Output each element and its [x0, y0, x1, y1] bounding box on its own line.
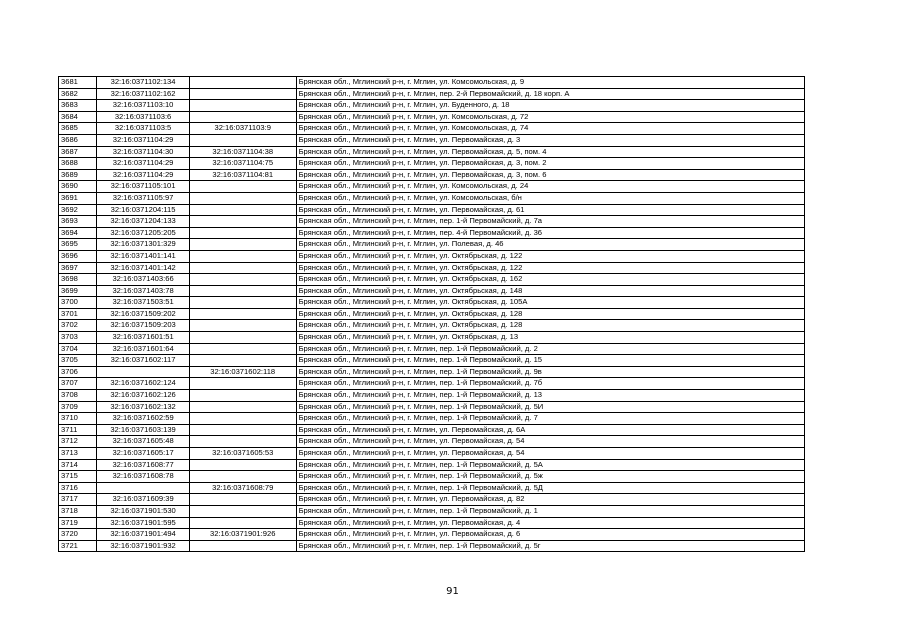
- cadastral-number-cell: 32:16:0371605:17: [97, 448, 190, 460]
- row-number-cell: 3696: [59, 250, 97, 262]
- table-row: [59, 343, 805, 355]
- row-number-cell: 3700: [59, 297, 97, 309]
- table-row: [59, 355, 805, 367]
- address-cell: Брянская обл., Мглинский р-н, г. Мглин, ул. Полевая, д. 46: [296, 239, 804, 251]
- cadastral-number-cell: 32:16:0371601:51: [97, 332, 190, 344]
- row-number-cell: 3688: [59, 158, 97, 170]
- related-cadastral-cell: [189, 390, 296, 402]
- address-cell: Брянская обл., Мглинский р-н, г. Мглин, пер. 1-й Первомайский, д. 7: [296, 413, 804, 425]
- row-number-cell: 3684: [59, 111, 97, 123]
- cadastral-number-cell: 32:16:0371205:205: [97, 227, 190, 239]
- related-cadastral-cell: [189, 100, 296, 112]
- cadastral-number-cell: 32:16:0371204:133: [97, 216, 190, 228]
- related-cadastral-cell: [189, 227, 296, 239]
- row-number-cell: 3721: [59, 540, 97, 552]
- table-row: [59, 88, 805, 100]
- related-cadastral-cell: [189, 308, 296, 320]
- address-cell: Брянская обл., Мглинский р-н, г. Мглин, пер. 1-й Первомайский, д. 5Д: [296, 482, 804, 494]
- row-number-cell: 3693: [59, 216, 97, 228]
- row-number-cell: 3704: [59, 343, 97, 355]
- row-number-cell: 3686: [59, 134, 97, 146]
- row-number-cell: 3719: [59, 517, 97, 529]
- cadastral-number-cell: 32:16:0371403:78: [97, 285, 190, 297]
- cadastral-number-cell: 32:16:0371601:64: [97, 343, 190, 355]
- related-cadastral-cell: [189, 505, 296, 517]
- cadastral-number-cell: 32:16:0371401:141: [97, 250, 190, 262]
- table-row: [59, 424, 805, 436]
- table-row: [59, 169, 805, 181]
- registry-table-body: [59, 77, 805, 552]
- row-number-cell: 3683: [59, 100, 97, 112]
- related-cadastral-cell: 32:16:0371605:53: [189, 448, 296, 460]
- address-cell: Брянская обл., Мглинский р-н, г. Мглин, ул. Октябрьская, д. 122: [296, 262, 804, 274]
- address-cell: Брянская обл., Мглинский р-н, г. Мглин, ул. Первомайская, д. 6А: [296, 424, 804, 436]
- related-cadastral-cell: 32:16:0371104:75: [189, 158, 296, 170]
- related-cadastral-cell: [189, 77, 296, 89]
- related-cadastral-cell: 32:16:0371104:38: [189, 146, 296, 158]
- row-number-cell: 3710: [59, 413, 97, 425]
- row-number-cell: 3695: [59, 239, 97, 251]
- related-cadastral-cell: [189, 413, 296, 425]
- table-row: [59, 505, 805, 517]
- address-cell: Брянская обл., Мглинский р-н, г. Мглин, пер. 1-й Первомайский, д. 2: [296, 343, 804, 355]
- related-cadastral-cell: [189, 436, 296, 448]
- row-number-cell: 3690: [59, 181, 97, 193]
- table-row: [59, 239, 805, 251]
- address-cell: Брянская обл., Мглинский р-н, г. Мглин, пер. 1-й Первомайский, д. 5г: [296, 540, 804, 552]
- address-cell: Брянская обл., Мглинский р-н, г. Мглин, пер. 1-й Первомайский, д. 9в: [296, 366, 804, 378]
- cadastral-number-cell: 32:16:0371403:66: [97, 274, 190, 286]
- row-number-cell: 3712: [59, 436, 97, 448]
- cadastral-number-cell: 32:16:0371104:29: [97, 169, 190, 181]
- table-row: [59, 134, 805, 146]
- table-row: [59, 448, 805, 460]
- cadastral-number-cell: 32:16:0371602:117: [97, 355, 190, 367]
- related-cadastral-cell: [189, 424, 296, 436]
- cadastral-number-cell: 32:16:0371609:39: [97, 494, 190, 506]
- address-cell: Брянская обл., Мглинский р-н, г. Мглин, пер. 1-й Первомайский, д. 5ж: [296, 471, 804, 483]
- address-cell: Брянская обл., Мглинский р-н, г. Мглин, ул. Комсомольская, д. 72: [296, 111, 804, 123]
- cadastral-number-cell: 32:16:0371103:6: [97, 111, 190, 123]
- table-row: [59, 378, 805, 390]
- address-cell: Брянская обл., Мглинский р-н, г. Мглин, ул. Октябрьская, д. 128: [296, 308, 804, 320]
- address-cell: Брянская обл., Мглинский р-н, г. Мглин, ул. Комсомольская, д. 74: [296, 123, 804, 135]
- address-cell: Брянская обл., Мглинский р-н, г. Мглин, ул. Октябрьская, д. 13: [296, 332, 804, 344]
- address-cell: Брянская обл., Мглинский р-н, г. Мглин, ул. Первомайская, д. 82: [296, 494, 804, 506]
- row-number-cell: 3685: [59, 123, 97, 135]
- address-cell: Брянская обл., Мглинский р-н, г. Мглин, пер. 1-й Первомайский, д. 15: [296, 355, 804, 367]
- related-cadastral-cell: [189, 540, 296, 552]
- cadastral-number-cell: 32:16:0371901:530: [97, 505, 190, 517]
- address-cell: Брянская обл., Мглинский р-н, г. Мглин, ул. Октябрьская, д. 105А: [296, 297, 804, 309]
- row-number-cell: 3702: [59, 320, 97, 332]
- related-cadastral-cell: [189, 181, 296, 193]
- cadastral-number-cell: 32:16:0371104:30: [97, 146, 190, 158]
- cadastral-number-cell: 32:16:0371102:162: [97, 88, 190, 100]
- row-number-cell: 3687: [59, 146, 97, 158]
- related-cadastral-cell: [189, 134, 296, 146]
- table-row: [59, 192, 805, 204]
- row-number-cell: 3711: [59, 424, 97, 436]
- address-cell: Брянская обл., Мглинский р-н, г. Мглин, ул. Первомайская, д. 54: [296, 448, 804, 460]
- cadastral-number-cell: 32:16:0371104:29: [97, 134, 190, 146]
- cadastral-number-cell: 32:16:0371509:202: [97, 308, 190, 320]
- related-cadastral-cell: 32:16:0371104:81: [189, 169, 296, 181]
- row-number-cell: 3720: [59, 529, 97, 541]
- table-row: [59, 285, 805, 297]
- row-number-cell: 3701: [59, 308, 97, 320]
- row-number-cell: 3699: [59, 285, 97, 297]
- cadastral-number-cell: 32:16:0371602:59: [97, 413, 190, 425]
- table-row: [59, 204, 805, 216]
- address-cell: Брянская обл., Мглинский р-н, г. Мглин, ул. Комсомольская, д. 24: [296, 181, 804, 193]
- related-cadastral-cell: [189, 343, 296, 355]
- row-number-cell: 3682: [59, 88, 97, 100]
- table-row: [59, 216, 805, 228]
- cadastral-number-cell: 32:16:0371608:77: [97, 459, 190, 471]
- table-row: [59, 390, 805, 402]
- address-cell: Брянская обл., Мглинский р-н, г. Мглин, ул. Комсомольская, д. 9: [296, 77, 804, 89]
- related-cadastral-cell: [189, 192, 296, 204]
- row-number-cell: 3703: [59, 332, 97, 344]
- related-cadastral-cell: 32:16:0371901:926: [189, 529, 296, 541]
- address-cell: Брянская обл., Мглинский р-н, г. Мглин, ул. Первомайская, д. 3: [296, 134, 804, 146]
- related-cadastral-cell: [189, 459, 296, 471]
- address-cell: Брянская обл., Мглинский р-н, г. Мглин, ул. Первомайская, д. 61: [296, 204, 804, 216]
- registry-table: [58, 76, 805, 552]
- cadastral-number-cell: 32:16:0371105:97: [97, 192, 190, 204]
- cadastral-number-cell: 32:16:0371104:29: [97, 158, 190, 170]
- cadastral-number-cell: [97, 366, 190, 378]
- address-cell: Брянская обл., Мглинский р-н, г. Мглин, ул. Первомайская, д. 3, пом. 6: [296, 169, 804, 181]
- cadastral-number-cell: 32:16:0371605:48: [97, 436, 190, 448]
- table-row: [59, 158, 805, 170]
- table-row: [59, 262, 805, 274]
- row-number-cell: 3709: [59, 401, 97, 413]
- table-row: [59, 401, 805, 413]
- row-number-cell: 3705: [59, 355, 97, 367]
- address-cell: Брянская обл., Мглинский р-н, г. Мглин, ул. Первомайская, д. 4: [296, 517, 804, 529]
- row-number-cell: 3691: [59, 192, 97, 204]
- row-number-cell: 3698: [59, 274, 97, 286]
- address-cell: Брянская обл., Мглинский р-н, г. Мглин, пер. 1-й Первомайский, д. 1: [296, 505, 804, 517]
- table-row: [59, 181, 805, 193]
- cadastral-number-cell: 32:16:0371103:5: [97, 123, 190, 135]
- table-row: [59, 540, 805, 552]
- row-number-cell: 3713: [59, 448, 97, 460]
- related-cadastral-cell: [189, 320, 296, 332]
- table-row: [59, 274, 805, 286]
- row-number-cell: 3689: [59, 169, 97, 181]
- table-row: [59, 250, 805, 262]
- page-number: 91: [446, 586, 459, 597]
- cadastral-number-cell: 32:16:0371603:139: [97, 424, 190, 436]
- cadastral-number-cell: 32:16:0371401:142: [97, 262, 190, 274]
- address-cell: Брянская обл., Мглинский р-н, г. Мглин, пер. 1-й Первомайский, д. 7б: [296, 378, 804, 390]
- table-row: [59, 436, 805, 448]
- cadastral-number-cell: 32:16:0371608:78: [97, 471, 190, 483]
- row-number-cell: 3716: [59, 482, 97, 494]
- table-row: [59, 77, 805, 89]
- table-row: [59, 471, 805, 483]
- table-row: [59, 459, 805, 471]
- related-cadastral-cell: [189, 285, 296, 297]
- cadastral-number-cell: 32:16:0371901:595: [97, 517, 190, 529]
- row-number-cell: 3708: [59, 390, 97, 402]
- related-cadastral-cell: [189, 262, 296, 274]
- related-cadastral-cell: 32:16:0371602:118: [189, 366, 296, 378]
- cadastral-number-cell: 32:16:0371602:126: [97, 390, 190, 402]
- row-number-cell: 3706: [59, 366, 97, 378]
- address-cell: Брянская обл., Мглинский р-н, г. Мглин, ул. Комсомольская, б/н: [296, 192, 804, 204]
- cadastral-number-cell: 32:16:0371301:329: [97, 239, 190, 251]
- address-cell: Брянская обл., Мглинский р-н, г. Мглин, пер. 1-й Первомайский, д. 7а: [296, 216, 804, 228]
- table-row: [59, 308, 805, 320]
- related-cadastral-cell: [189, 88, 296, 100]
- related-cadastral-cell: [189, 111, 296, 123]
- cadastral-number-cell: 32:16:0371901:494: [97, 529, 190, 541]
- table-row: [59, 517, 805, 529]
- related-cadastral-cell: 32:16:0371103:9: [189, 123, 296, 135]
- table-row: [59, 332, 805, 344]
- address-cell: Брянская обл., Мглинский р-н, г. Мглин, пер. 2-й Первомайский, д. 18 корп. А: [296, 88, 804, 100]
- related-cadastral-cell: [189, 250, 296, 262]
- cadastral-number-cell: 32:16:0371503:51: [97, 297, 190, 309]
- row-number-cell: 3681: [59, 77, 97, 89]
- row-number-cell: 3715: [59, 471, 97, 483]
- address-cell: Брянская обл., Мглинский р-н, г. Мглин, пер. 4-й Первомайский, д. 36: [296, 227, 804, 239]
- table-row: [59, 100, 805, 112]
- address-cell: Брянская обл., Мглинский р-н, г. Мглин, пер. 1-й Первомайский, д. 5И: [296, 401, 804, 413]
- cadastral-number-cell: 32:16:0371102:134: [97, 77, 190, 89]
- related-cadastral-cell: [189, 355, 296, 367]
- cadastral-number-cell: 32:16:0371602:124: [97, 378, 190, 390]
- table-row: [59, 413, 805, 425]
- cadastral-number-cell: 32:16:0371103:10: [97, 100, 190, 112]
- address-cell: Брянская обл., Мглинский р-н, г. Мглин, ул. Первомайская, д. 5, пом. 4: [296, 146, 804, 158]
- address-cell: Брянская обл., Мглинский р-н, г. Мглин, ул. Октябрьская, д. 122: [296, 250, 804, 262]
- cadastral-number-cell: [97, 482, 190, 494]
- related-cadastral-cell: [189, 239, 296, 251]
- address-cell: Брянская обл., Мглинский р-н, г. Мглин, пер. 1-й Первомайский, д. 13: [296, 390, 804, 402]
- address-cell: Брянская обл., Мглинский р-н, г. Мглин, ул. Первомайская, д. 6: [296, 529, 804, 541]
- related-cadastral-cell: [189, 471, 296, 483]
- address-cell: Брянская обл., Мглинский р-н, г. Мглин, ул. Буденного, д. 18: [296, 100, 804, 112]
- cadastral-number-cell: 32:16:0371901:932: [97, 540, 190, 552]
- row-number-cell: 3694: [59, 227, 97, 239]
- address-cell: Брянская обл., Мглинский р-н, г. Мглин, ул. Октябрьская, д. 128: [296, 320, 804, 332]
- address-cell: Брянская обл., Мглинский р-н, г. Мглин, ул. Первомайская, д. 3, пом. 2: [296, 158, 804, 170]
- related-cadastral-cell: [189, 378, 296, 390]
- table-row: [59, 227, 805, 239]
- related-cadastral-cell: [189, 216, 296, 228]
- table-row: [59, 366, 805, 378]
- table-row: [59, 146, 805, 158]
- table-row: [59, 320, 805, 332]
- cadastral-number-cell: 32:16:0371105:101: [97, 181, 190, 193]
- related-cadastral-cell: 32:16:0371608:79: [189, 482, 296, 494]
- address-cell: Брянская обл., Мглинский р-н, г. Мглин, ул. Октябрьская, д. 148: [296, 285, 804, 297]
- related-cadastral-cell: [189, 332, 296, 344]
- cadastral-number-cell: 32:16:0371204:115: [97, 204, 190, 216]
- row-number-cell: 3718: [59, 505, 97, 517]
- table-row: [59, 123, 805, 135]
- address-cell: Брянская обл., Мглинский р-н, г. Мглин, ул. Первомайская, д. 54: [296, 436, 804, 448]
- cadastral-number-cell: 32:16:0371509:203: [97, 320, 190, 332]
- table-row: [59, 297, 805, 309]
- row-number-cell: 3717: [59, 494, 97, 506]
- row-number-cell: 3692: [59, 204, 97, 216]
- table-row: [59, 494, 805, 506]
- related-cadastral-cell: [189, 517, 296, 529]
- related-cadastral-cell: [189, 401, 296, 413]
- related-cadastral-cell: [189, 494, 296, 506]
- table-row: [59, 111, 805, 123]
- related-cadastral-cell: [189, 274, 296, 286]
- address-cell: Брянская обл., Мглинский р-н, г. Мглин, ул. Октябрьская, д. 162: [296, 274, 804, 286]
- related-cadastral-cell: [189, 297, 296, 309]
- row-number-cell: 3697: [59, 262, 97, 274]
- cadastral-number-cell: 32:16:0371602:132: [97, 401, 190, 413]
- address-cell: Брянская обл., Мглинский р-н, г. Мглин, пер. 1-й Первомайский, д. 5А: [296, 459, 804, 471]
- related-cadastral-cell: [189, 204, 296, 216]
- row-number-cell: 3707: [59, 378, 97, 390]
- row-number-cell: 3714: [59, 459, 97, 471]
- table-row: [59, 482, 805, 494]
- table-row: [59, 529, 805, 541]
